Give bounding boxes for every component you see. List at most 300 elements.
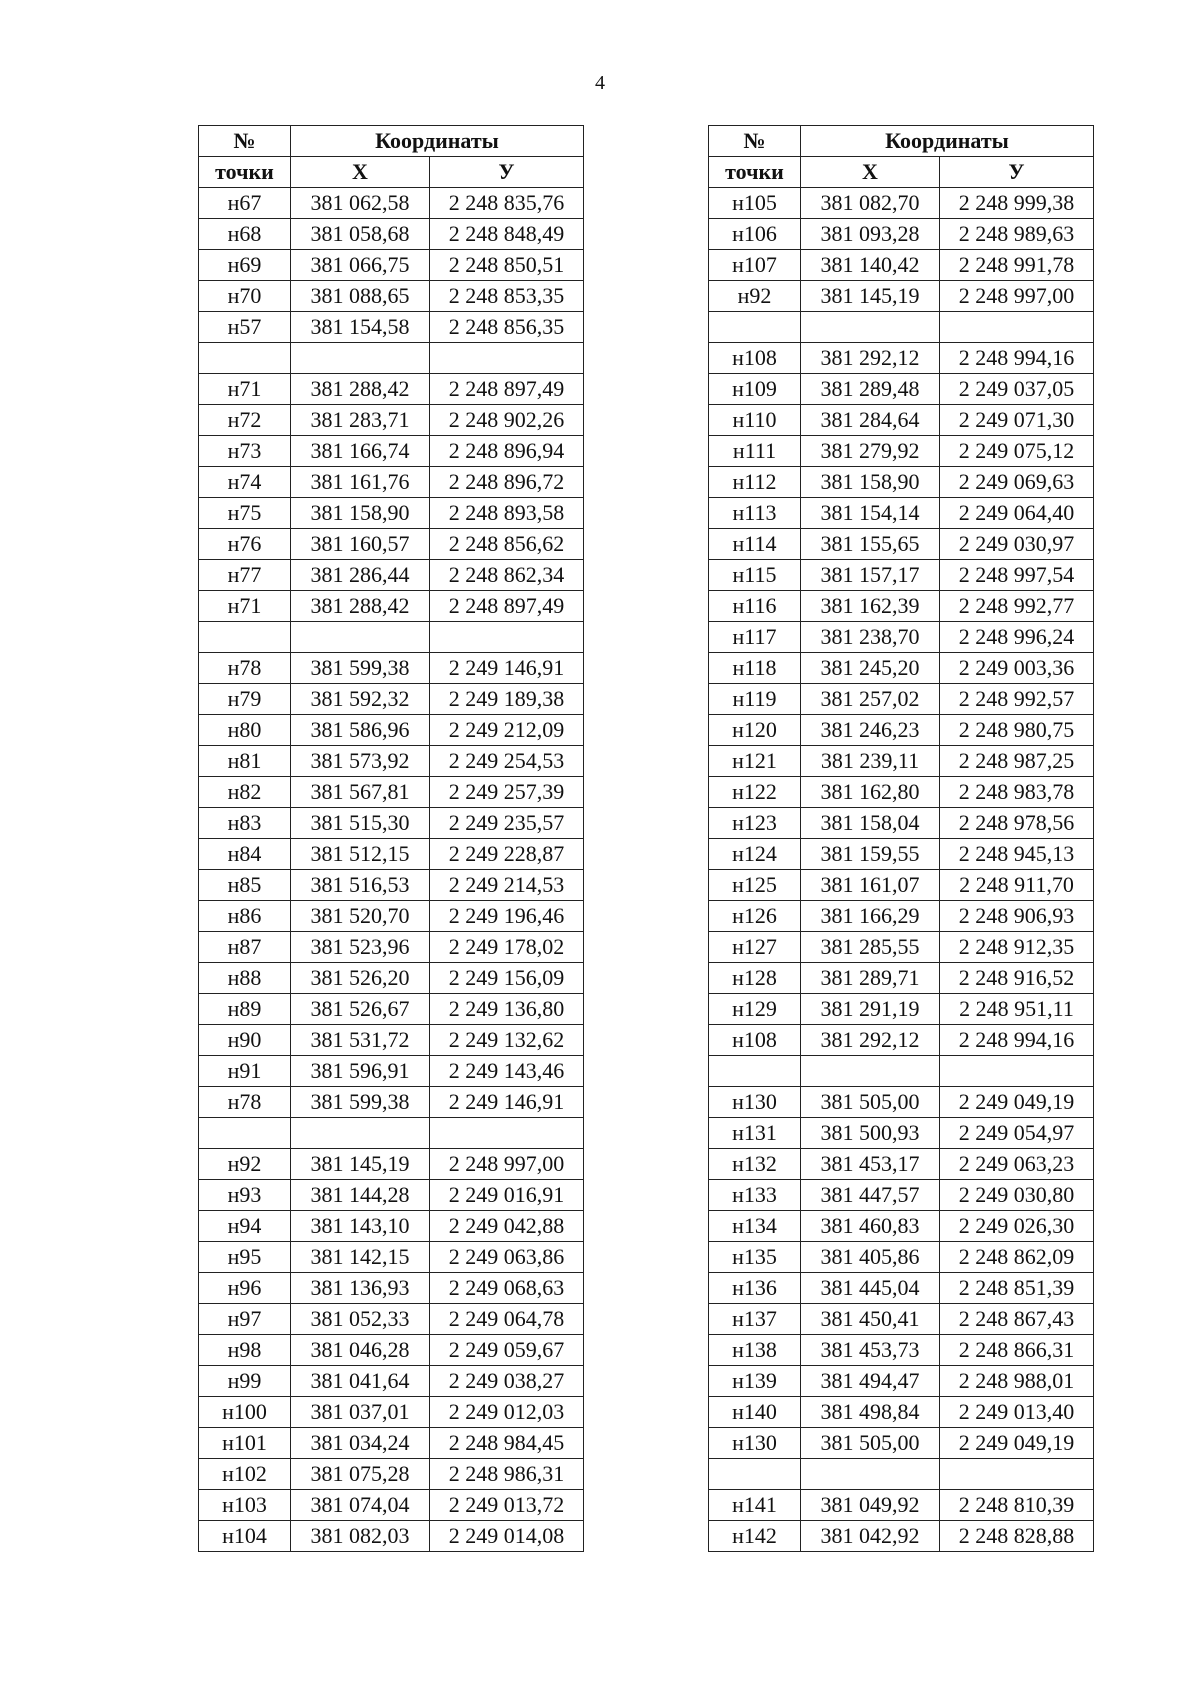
x-coordinate-cell: 381 052,33 <box>291 1304 430 1335</box>
table-row <box>709 188 1094 219</box>
y-coordinate-cell: 2 249 228,87 <box>430 839 584 870</box>
y-coordinate-cell: 2 248 978,56 <box>940 808 1094 839</box>
x-coordinate-cell: 381 166,29 <box>801 901 940 932</box>
point-number-cell: н84 <box>199 839 291 870</box>
table-body <box>709 188 1094 1552</box>
point-number-cell: н115 <box>709 560 801 591</box>
point-number-cell: н71 <box>199 374 291 405</box>
point-number-cell <box>709 1459 801 1490</box>
y-coordinate-cell: 2 248 835,76 <box>430 188 584 219</box>
table-row <box>199 932 584 963</box>
table-row <box>709 250 1094 281</box>
y-coordinate-cell: 2 248 992,57 <box>940 684 1094 715</box>
point-number-cell: н93 <box>199 1180 291 1211</box>
y-coordinate-cell <box>430 343 584 374</box>
y-coordinate-cell: 2 249 068,63 <box>430 1273 584 1304</box>
y-coordinate-cell: 2 249 235,57 <box>430 808 584 839</box>
point-number-cell: н125 <box>709 870 801 901</box>
table-row <box>709 901 1094 932</box>
y-coordinate-cell: 2 249 059,67 <box>430 1335 584 1366</box>
point-number-cell: н108 <box>709 343 801 374</box>
x-coordinate-cell: 381 526,67 <box>291 994 430 1025</box>
table-row <box>709 746 1094 777</box>
y-coordinate-cell: 2 248 912,35 <box>940 932 1094 963</box>
table-row <box>709 1180 1094 1211</box>
point-number-cell: н86 <box>199 901 291 932</box>
table-row <box>709 1397 1094 1428</box>
table-row <box>709 808 1094 839</box>
table-row <box>199 250 584 281</box>
y-coordinate-cell: 2 249 026,30 <box>940 1211 1094 1242</box>
table-row <box>199 839 584 870</box>
header-row-2 <box>199 157 584 188</box>
point-number-cell: н134 <box>709 1211 801 1242</box>
point-number-header-label: точки <box>199 157 291 188</box>
table-row <box>709 529 1094 560</box>
table-row <box>199 436 584 467</box>
table-row <box>199 622 584 653</box>
x-coordinate-cell <box>291 1118 430 1149</box>
x-coordinate-cell: 381 238,70 <box>801 622 940 653</box>
coordinates-header: Координаты <box>801 126 1094 157</box>
x-coordinate-cell: 381 596,91 <box>291 1056 430 1087</box>
y-coordinate-cell: 2 248 986,31 <box>430 1459 584 1490</box>
table-body <box>199 188 584 1552</box>
table-row <box>709 1118 1094 1149</box>
table-row <box>709 839 1094 870</box>
table-row <box>199 1397 584 1428</box>
y-coordinate-cell <box>940 1056 1094 1087</box>
y-coordinate-cell: 2 248 896,94 <box>430 436 584 467</box>
point-number-cell: н83 <box>199 808 291 839</box>
x-coordinate-cell: 381 155,65 <box>801 529 940 560</box>
y-coordinate-cell: 2 249 016,91 <box>430 1180 584 1211</box>
x-coordinate-cell: 381 292,12 <box>801 1025 940 1056</box>
point-number-cell: н117 <box>709 622 801 653</box>
table-row <box>709 1366 1094 1397</box>
point-number-cell <box>709 1056 801 1087</box>
x-coordinate-cell: 381 161,76 <box>291 467 430 498</box>
table-row <box>199 529 584 560</box>
x-coordinate-cell: 381 245,20 <box>801 653 940 684</box>
x-coordinate-cell: 381 159,55 <box>801 839 940 870</box>
x-coordinate-cell: 381 158,90 <box>801 467 940 498</box>
point-number-cell: н75 <box>199 498 291 529</box>
point-number-cell: н130 <box>709 1087 801 1118</box>
point-number-cell: н120 <box>709 715 801 746</box>
point-number-cell: н85 <box>199 870 291 901</box>
point-number-cell: н104 <box>199 1521 291 1552</box>
x-coordinate-cell: 381 041,64 <box>291 1366 430 1397</box>
x-coordinate-cell: 381 592,32 <box>291 684 430 715</box>
x-coordinate-cell: 381 505,00 <box>801 1428 940 1459</box>
y-column-header: У <box>940 157 1094 188</box>
point-number-header: № <box>709 126 801 157</box>
point-number-cell: н140 <box>709 1397 801 1428</box>
y-coordinate-cell: 2 248 866,31 <box>940 1335 1094 1366</box>
x-coordinate-cell: 381 075,28 <box>291 1459 430 1490</box>
point-number-cell: н95 <box>199 1242 291 1273</box>
point-number-cell: н98 <box>199 1335 291 1366</box>
table-row <box>709 684 1094 715</box>
point-number-cell <box>199 343 291 374</box>
y-coordinate-cell: 2 248 997,00 <box>430 1149 584 1180</box>
point-number-cell: н139 <box>709 1366 801 1397</box>
table-row <box>709 1335 1094 1366</box>
x-coordinate-cell: 381 246,23 <box>801 715 940 746</box>
point-number-cell: н92 <box>199 1149 291 1180</box>
table-row <box>709 715 1094 746</box>
table-row <box>709 560 1094 591</box>
y-coordinate-cell: 2 248 906,93 <box>940 901 1094 932</box>
x-coordinate-cell: 381 288,42 <box>291 374 430 405</box>
y-coordinate-cell: 2 248 983,78 <box>940 777 1094 808</box>
y-coordinate-cell: 2 249 012,03 <box>430 1397 584 1428</box>
y-coordinate-cell: 2 249 042,88 <box>430 1211 584 1242</box>
x-coordinate-cell: 381 586,96 <box>291 715 430 746</box>
point-number-cell: н82 <box>199 777 291 808</box>
x-coordinate-cell: 381 145,19 <box>291 1149 430 1180</box>
table-row <box>199 1056 584 1087</box>
y-coordinate-cell: 2 249 064,78 <box>430 1304 584 1335</box>
point-number-cell: н122 <box>709 777 801 808</box>
point-number-cell: н92 <box>709 281 801 312</box>
y-coordinate-cell: 2 249 257,39 <box>430 777 584 808</box>
x-coordinate-cell <box>291 622 430 653</box>
x-coordinate-cell: 381 082,70 <box>801 188 940 219</box>
y-coordinate-cell: 2 249 071,30 <box>940 405 1094 436</box>
x-coordinate-cell: 381 046,28 <box>291 1335 430 1366</box>
point-number-cell: н112 <box>709 467 801 498</box>
x-coordinate-cell: 381 145,19 <box>801 281 940 312</box>
x-coordinate-cell: 381 093,28 <box>801 219 940 250</box>
x-coordinate-cell: 381 034,24 <box>291 1428 430 1459</box>
table-row <box>709 1056 1094 1087</box>
table-row <box>709 1521 1094 1552</box>
x-coordinate-cell: 381 531,72 <box>291 1025 430 1056</box>
y-coordinate-cell: 2 248 997,54 <box>940 560 1094 591</box>
x-coordinate-cell: 381 154,58 <box>291 312 430 343</box>
table-row <box>199 715 584 746</box>
y-coordinate-cell: 2 249 146,91 <box>430 653 584 684</box>
x-coordinate-cell: 381 279,92 <box>801 436 940 467</box>
table-row <box>709 219 1094 250</box>
y-coordinate-cell: 2 248 867,43 <box>940 1304 1094 1335</box>
y-coordinate-cell: 2 248 828,88 <box>940 1521 1094 1552</box>
y-coordinate-cell: 2 249 212,09 <box>430 715 584 746</box>
x-coordinate-cell <box>801 312 940 343</box>
point-number-header-label: точки <box>709 157 801 188</box>
x-coordinate-cell: 381 291,19 <box>801 994 940 1025</box>
x-coordinate-cell: 381 074,04 <box>291 1490 430 1521</box>
y-coordinate-cell: 2 249 075,12 <box>940 436 1094 467</box>
x-coordinate-cell: 381 567,81 <box>291 777 430 808</box>
x-coordinate-cell: 381 144,28 <box>291 1180 430 1211</box>
table-row <box>709 1428 1094 1459</box>
y-coordinate-cell: 2 248 992,77 <box>940 591 1094 622</box>
x-coordinate-cell: 381 516,53 <box>291 870 430 901</box>
y-coordinate-cell: 2 248 984,45 <box>430 1428 584 1459</box>
point-number-cell: н124 <box>709 839 801 870</box>
table-row <box>199 374 584 405</box>
table-row <box>709 653 1094 684</box>
x-coordinate-cell: 381 042,92 <box>801 1521 940 1552</box>
point-number-cell: н78 <box>199 653 291 684</box>
y-coordinate-cell: 2 249 014,08 <box>430 1521 584 1552</box>
table-row <box>709 343 1094 374</box>
x-coordinate-cell: 381 284,64 <box>801 405 940 436</box>
table-row <box>199 1366 584 1397</box>
table-row <box>199 591 584 622</box>
y-coordinate-cell: 2 248 897,49 <box>430 591 584 622</box>
y-coordinate-cell: 2 248 853,35 <box>430 281 584 312</box>
y-coordinate-cell: 2 249 069,63 <box>940 467 1094 498</box>
point-number-cell: н119 <box>709 684 801 715</box>
x-coordinate-cell: 381 049,92 <box>801 1490 940 1521</box>
table-row <box>199 560 584 591</box>
x-coordinate-cell: 381 162,80 <box>801 777 940 808</box>
x-coordinate-cell: 381 520,70 <box>291 901 430 932</box>
table-row <box>199 1025 584 1056</box>
point-number-cell: н109 <box>709 374 801 405</box>
y-coordinate-cell: 2 248 916,52 <box>940 963 1094 994</box>
table-row <box>199 1521 584 1552</box>
header-row-1 <box>199 126 584 157</box>
x-coordinate-cell: 381 157,17 <box>801 560 940 591</box>
x-coordinate-cell: 381 160,57 <box>291 529 430 560</box>
x-coordinate-cell: 381 257,02 <box>801 684 940 715</box>
x-coordinate-cell <box>291 343 430 374</box>
x-coordinate-cell: 381 292,12 <box>801 343 940 374</box>
point-number-cell: н102 <box>199 1459 291 1490</box>
x-coordinate-cell: 381 166,74 <box>291 436 430 467</box>
table-row <box>199 1273 584 1304</box>
point-number-cell: н138 <box>709 1335 801 1366</box>
y-coordinate-cell: 2 248 911,70 <box>940 870 1094 901</box>
y-coordinate-cell: 2 248 856,62 <box>430 529 584 560</box>
x-coordinate-cell: 381 136,93 <box>291 1273 430 1304</box>
point-number-cell: н132 <box>709 1149 801 1180</box>
table-row <box>199 901 584 932</box>
point-number-cell: н89 <box>199 994 291 1025</box>
y-coordinate-cell: 2 249 146,91 <box>430 1087 584 1118</box>
y-coordinate-cell: 2 249 030,97 <box>940 529 1094 560</box>
x-coordinate-cell: 381 450,41 <box>801 1304 940 1335</box>
x-coordinate-cell <box>801 1459 940 1490</box>
y-coordinate-cell: 2 248 980,75 <box>940 715 1094 746</box>
table-row <box>709 870 1094 901</box>
point-number-cell: н142 <box>709 1521 801 1552</box>
x-coordinate-cell: 381 162,39 <box>801 591 940 622</box>
table-row <box>709 498 1094 529</box>
y-coordinate-cell: 2 249 178,02 <box>430 932 584 963</box>
y-coordinate-cell: 2 248 810,39 <box>940 1490 1094 1521</box>
x-coordinate-cell: 381 088,65 <box>291 281 430 312</box>
y-coordinate-cell: 2 248 994,16 <box>940 343 1094 374</box>
y-coordinate-cell: 2 248 848,49 <box>430 219 584 250</box>
y-coordinate-cell: 2 248 999,38 <box>940 188 1094 219</box>
y-coordinate-cell: 2 248 951,11 <box>940 994 1094 1025</box>
table-row <box>199 498 584 529</box>
point-number-cell: н107 <box>709 250 801 281</box>
y-coordinate-cell: 2 248 989,63 <box>940 219 1094 250</box>
y-coordinate-cell: 2 249 038,27 <box>430 1366 584 1397</box>
point-number-cell: н141 <box>709 1490 801 1521</box>
x-coordinate-cell: 381 058,68 <box>291 219 430 250</box>
point-number-cell: н68 <box>199 219 291 250</box>
x-coordinate-cell: 381 500,93 <box>801 1118 940 1149</box>
y-coordinate-cell: 2 249 156,09 <box>430 963 584 994</box>
point-number-cell: н103 <box>199 1490 291 1521</box>
point-number-cell: н100 <box>199 1397 291 1428</box>
point-number-cell: н69 <box>199 250 291 281</box>
table-row <box>199 870 584 901</box>
x-coordinate-cell: 381 599,38 <box>291 653 430 684</box>
point-number-cell: н106 <box>709 219 801 250</box>
point-number-cell: н110 <box>709 405 801 436</box>
y-coordinate-cell: 2 249 063,23 <box>940 1149 1094 1180</box>
point-number-cell: н79 <box>199 684 291 715</box>
y-coordinate-cell: 2 248 893,58 <box>430 498 584 529</box>
x-coordinate-cell: 381 453,17 <box>801 1149 940 1180</box>
point-number-cell: н87 <box>199 932 291 963</box>
table-row <box>199 1211 584 1242</box>
table-row <box>709 467 1094 498</box>
table-row <box>709 932 1094 963</box>
point-number-cell: н137 <box>709 1304 801 1335</box>
point-number-cell <box>709 312 801 343</box>
point-number-cell: н81 <box>199 746 291 777</box>
x-coordinate-cell: 381 154,14 <box>801 498 940 529</box>
x-coordinate-cell: 381 082,03 <box>291 1521 430 1552</box>
point-number-cell: н57 <box>199 312 291 343</box>
table-row <box>709 777 1094 808</box>
table-row <box>709 281 1094 312</box>
y-coordinate-cell: 2 249 049,19 <box>940 1087 1094 1118</box>
table-row <box>199 219 584 250</box>
table-row <box>199 312 584 343</box>
table-row <box>709 436 1094 467</box>
y-coordinate-cell: 2 249 196,46 <box>430 901 584 932</box>
y-coordinate-cell: 2 249 013,72 <box>430 1490 584 1521</box>
point-number-cell: н113 <box>709 498 801 529</box>
point-number-cell: н101 <box>199 1428 291 1459</box>
y-coordinate-cell: 2 248 856,35 <box>430 312 584 343</box>
point-number-cell: н108 <box>709 1025 801 1056</box>
x-coordinate-cell: 381 161,07 <box>801 870 940 901</box>
point-number-header: № <box>199 126 291 157</box>
table-row <box>709 963 1094 994</box>
x-coordinate-cell: 381 526,20 <box>291 963 430 994</box>
x-coordinate-cell: 381 239,11 <box>801 746 940 777</box>
x-coordinate-cell: 381 505,00 <box>801 1087 940 1118</box>
point-number-cell: н70 <box>199 281 291 312</box>
x-coordinate-cell: 381 445,04 <box>801 1273 940 1304</box>
y-coordinate-cell: 2 249 054,97 <box>940 1118 1094 1149</box>
table-row <box>709 1273 1094 1304</box>
point-number-cell <box>199 622 291 653</box>
x-coordinate-cell: 381 285,55 <box>801 932 940 963</box>
y-coordinate-cell: 2 248 987,25 <box>940 746 1094 777</box>
y-coordinate-cell: 2 249 064,40 <box>940 498 1094 529</box>
y-coordinate-cell: 2 248 902,26 <box>430 405 584 436</box>
point-number-cell: н94 <box>199 1211 291 1242</box>
y-coordinate-cell: 2 249 254,53 <box>430 746 584 777</box>
y-coordinate-cell: 2 248 850,51 <box>430 250 584 281</box>
table-row <box>709 622 1094 653</box>
table-row <box>199 405 584 436</box>
y-coordinate-cell: 2 248 991,78 <box>940 250 1094 281</box>
x-coordinate-cell: 381 498,84 <box>801 1397 940 1428</box>
x-coordinate-cell: 381 494,47 <box>801 1366 940 1397</box>
y-coordinate-cell: 2 249 003,36 <box>940 653 1094 684</box>
point-number-cell: н114 <box>709 529 801 560</box>
x-column-header: X <box>291 157 430 188</box>
x-coordinate-cell: 381 062,58 <box>291 188 430 219</box>
y-coordinate-cell: 2 249 037,05 <box>940 374 1094 405</box>
x-coordinate-cell: 381 573,92 <box>291 746 430 777</box>
table-row <box>199 1335 584 1366</box>
x-coordinate-cell: 381 453,73 <box>801 1335 940 1366</box>
table-row <box>709 994 1094 1025</box>
point-number-cell: н105 <box>709 188 801 219</box>
y-coordinate-cell: 2 248 897,49 <box>430 374 584 405</box>
table-row <box>199 653 584 684</box>
table-row <box>709 1211 1094 1242</box>
x-coordinate-cell: 381 283,71 <box>291 405 430 436</box>
y-coordinate-cell: 2 248 862,34 <box>430 560 584 591</box>
x-coordinate-cell: 381 523,96 <box>291 932 430 963</box>
x-coordinate-cell: 381 599,38 <box>291 1087 430 1118</box>
point-number-cell: н91 <box>199 1056 291 1087</box>
x-coordinate-cell: 381 066,75 <box>291 250 430 281</box>
y-coordinate-cell: 2 248 945,13 <box>940 839 1094 870</box>
point-number-cell: н78 <box>199 1087 291 1118</box>
point-number-cell: н97 <box>199 1304 291 1335</box>
y-coordinate-cell: 2 248 862,09 <box>940 1242 1094 1273</box>
y-coordinate-cell: 2 248 896,72 <box>430 467 584 498</box>
y-column-header: У <box>430 157 584 188</box>
coordinates-table-right <box>708 125 1094 1552</box>
point-number-cell: н80 <box>199 715 291 746</box>
point-number-cell: н76 <box>199 529 291 560</box>
point-number-cell: н99 <box>199 1366 291 1397</box>
header-row-2 <box>709 157 1094 188</box>
x-coordinate-cell: 381 143,10 <box>291 1211 430 1242</box>
point-number-cell: н133 <box>709 1180 801 1211</box>
y-coordinate-cell: 2 249 030,80 <box>940 1180 1094 1211</box>
table-row <box>199 467 584 498</box>
table-row <box>199 746 584 777</box>
y-coordinate-cell: 2 249 214,53 <box>430 870 584 901</box>
point-number-cell: н67 <box>199 188 291 219</box>
table-row <box>709 1242 1094 1273</box>
x-column-header: X <box>801 157 940 188</box>
point-number-cell: н130 <box>709 1428 801 1459</box>
y-coordinate-cell <box>430 622 584 653</box>
y-coordinate-cell: 2 249 132,62 <box>430 1025 584 1056</box>
y-coordinate-cell <box>430 1118 584 1149</box>
x-coordinate-cell: 381 405,86 <box>801 1242 940 1273</box>
table-row <box>199 1180 584 1211</box>
table-row <box>709 312 1094 343</box>
point-number-cell: н73 <box>199 436 291 467</box>
point-number-cell: н74 <box>199 467 291 498</box>
table-row <box>199 1242 584 1273</box>
y-coordinate-cell: 2 248 996,24 <box>940 622 1094 653</box>
page-number: 4 <box>595 72 605 94</box>
y-coordinate-cell <box>940 1459 1094 1490</box>
